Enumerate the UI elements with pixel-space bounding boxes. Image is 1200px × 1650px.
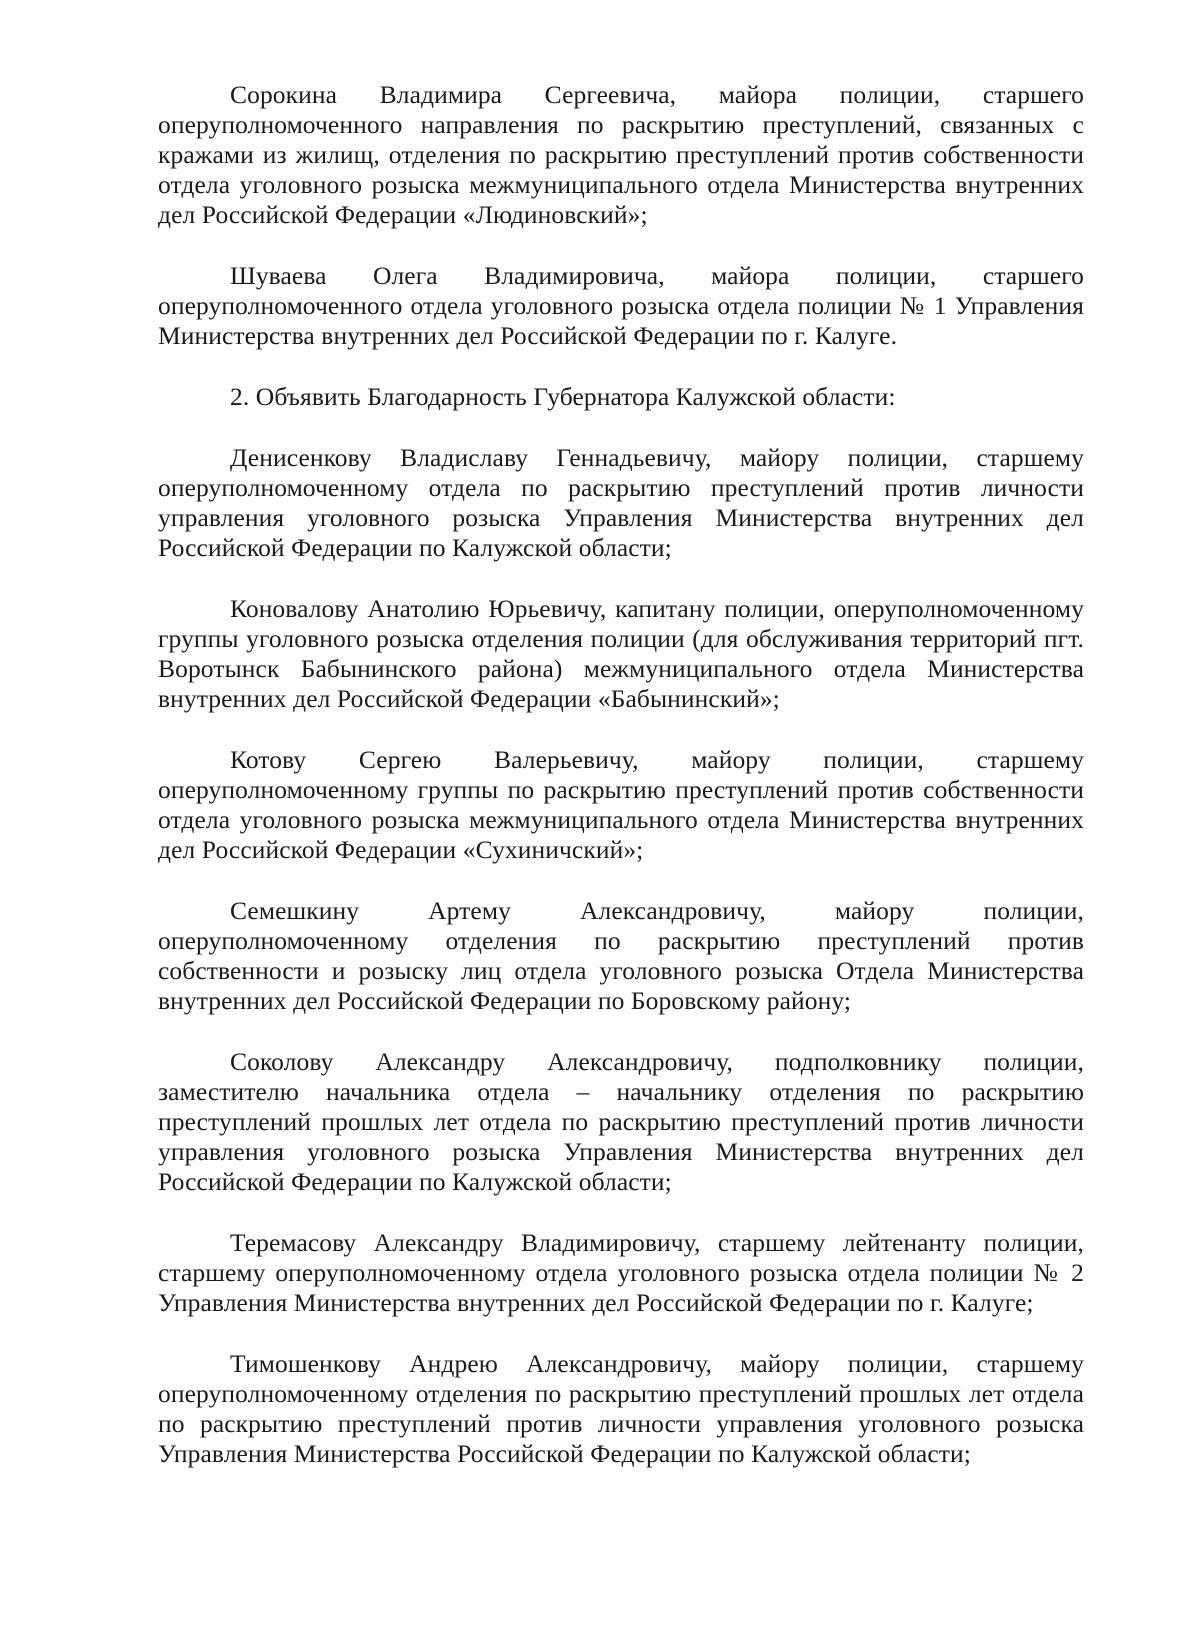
paragraph-teremasov: Теремасову Александру Владимировичу, старшему лейтенанту полиции, старшему оперуполномоченному отдела уголовного розыска отдела полиции № 2 Управления Министерства внутренних дел Российской Федерации по г. Калуге; [158,1228,1084,1317]
paragraph-kotov: Котову Сергею Валерьевичу, майору полиции, старшему оперуполномоченному группы по раскрытию преступлений против собственности отдела уголовного розыска межмуниципального отдела Министерства внутренних дел Российской Федерации «Сухиничский»; [158,745,1084,864]
paragraph-denisenkov: Денисенкову Владиславу Геннадьевичу, майору полиции, старшему оперуполномоченному отдела по раскрытию преступлений против личности управления уголовного розыска Управления Министерства внутренних дел Российской Федерации по Калужской области; [158,443,1084,562]
document-body [158,80,1084,1469]
paragraph-timoshenkov: Тимошенкову Андрею Александровичу, майору полиции, старшему оперуполномоченному отделения по раскрытию преступлений прошлых лет отдела по раскрытию преступлений против личности управления уголовного розыска Управления Министерства Российской Федерации по Калужской области; [158,1349,1084,1468]
paragraph-semeshkin: Семешкину Артему Александровичу, майору полиции, оперуполномоченному отделения по раскрытию преступлений против собственности и розыску лиц отдела уголовного розыска Отдела Министерства внутренних дел Российской Федерации по Боровскому району; [158,896,1084,1015]
paragraph-shuvaev: Шуваева Олега Владимировича, майора полиции, старшего оперуполномоченного отдела уголовного розыска отдела полиции № 1 Управления Министерства внутренних дел Российской Федерации по г. Калуге. [158,261,1084,350]
paragraph-sokolov: Соколову Александру Александровичу, подполковнику полиции, заместителю начальника отдела – начальнику отделения по раскрытию преступлений прошлых лет отдела по раскрытию преступлений против личности управления уголовного розыска Управления Министерства внутренних дел Российской Федерации по Калужской области; [158,1047,1084,1196]
paragraph-konovalov: Коновалову Анатолию Юрьевичу, капитану полиции, оперуполномоченному группы уголовного розыска отделения полиции (для обслуживания территорий пгт. Воротынск Бабынинского района) межмуниципального отдела Министерства внутренних дел Российской Федерации «Бабынинский»; [158,594,1084,713]
paragraph-section-2-heading: 2. Объявить Благодарность Губернатора Калужской области: [230,382,896,411]
paragraph-sorokin: Сорокина Владимира Сергеевича, майора полиции, старшего оперуполномоченного направления по раскрытию преступлений, связанных с кражами из жилищ, отделения по раскрытию преступлений против собственности отдела уголовного розыска межмуниципального отдела Министерства внутренних дел Российской Федерации «Людиновский»; [158,80,1084,229]
